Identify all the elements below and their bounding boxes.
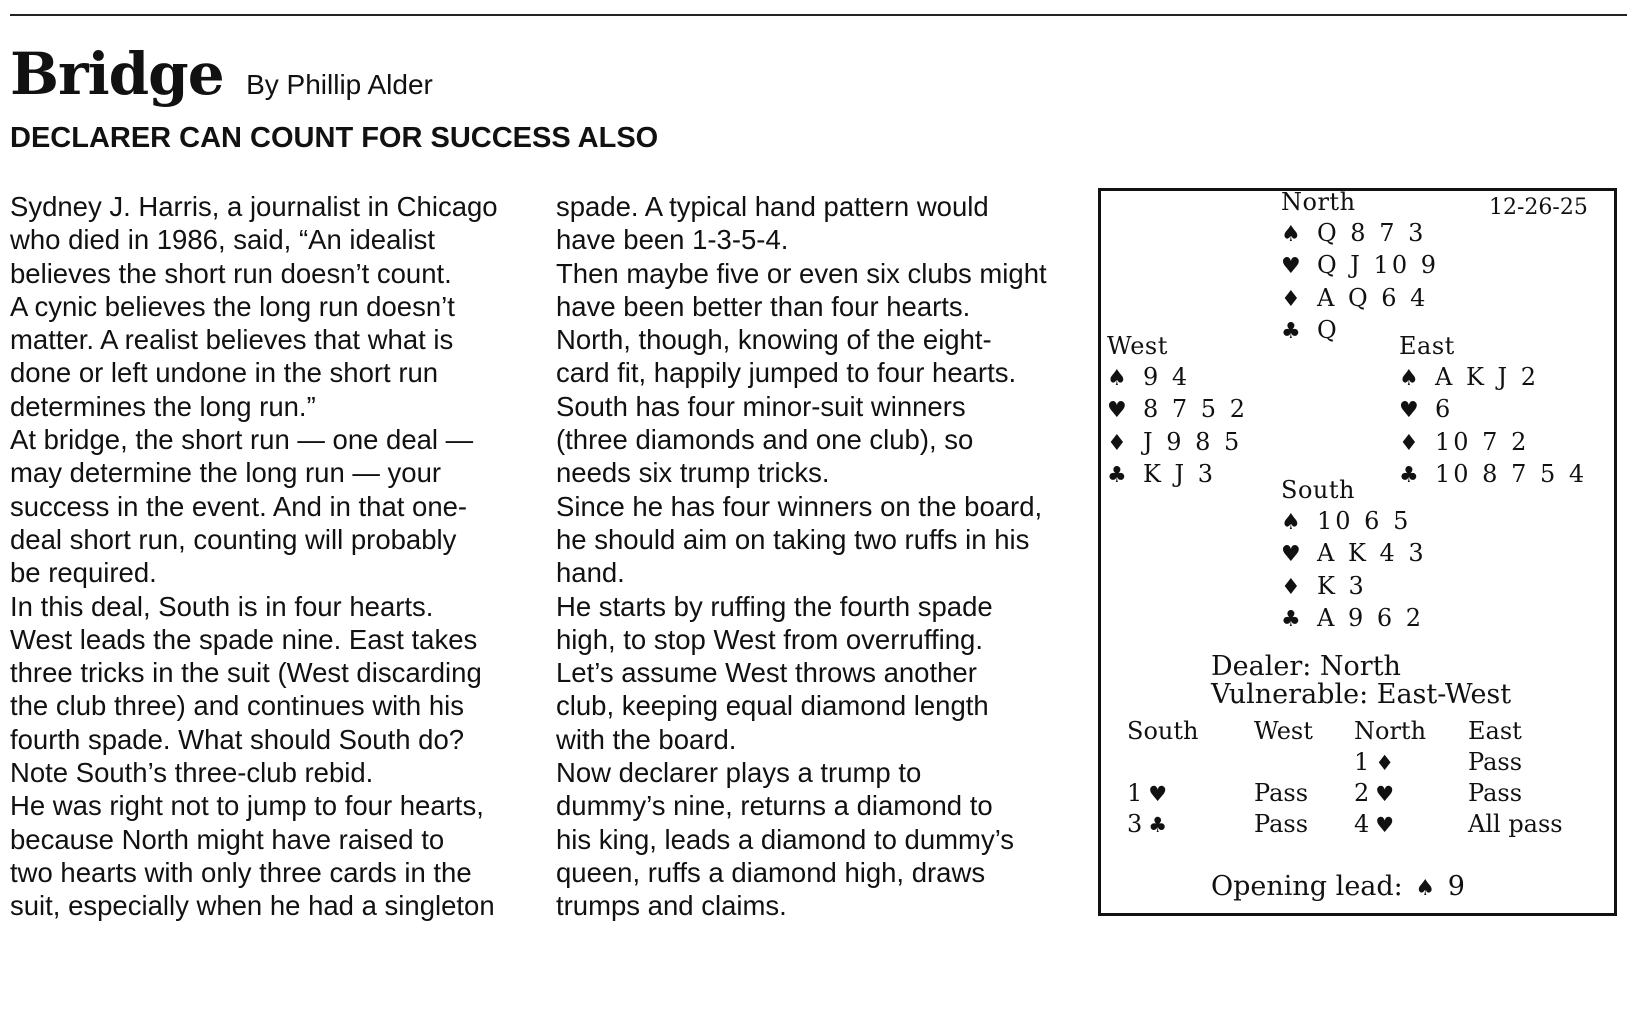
text-line: have been better than four hearts. (556, 290, 971, 322)
text-line: North, though, knowing of the eight- (556, 324, 992, 356)
clubs-row (1399, 459, 1587, 492)
diamond-icon: ♦ (1399, 430, 1419, 456)
hand-label: South (1281, 476, 1355, 504)
text-line: spade. A typical hand pattern would (556, 191, 989, 222)
spades-row (1281, 506, 1427, 539)
text-line: two hearts with only three cards in the (10, 856, 472, 888)
hand-label: West (1107, 332, 1168, 360)
text-line: He starts by ruffing the fourth spade (556, 590, 993, 622)
bid-level: Pass (1254, 779, 1309, 807)
spade-icon: ♠ (1415, 876, 1436, 901)
diamonds-row (1281, 283, 1439, 316)
text-line: Sydney J. Harris, a journalist in Chicago (10, 191, 498, 222)
text-line: trumps and claims. (556, 890, 787, 922)
club-icon: ♣ (1281, 607, 1301, 632)
text-line: three tricks in the suit (West discarding (10, 657, 482, 689)
bid-level: 1 (1127, 779, 1143, 807)
text-line: may determine the long run — your (10, 457, 442, 489)
diamonds-cards: J 9 8 5 (1143, 427, 1243, 456)
text-line: have been 1-3-5-4. (556, 224, 789, 256)
spades-row (1399, 362, 1587, 395)
dealer-info: Dealer: North (1211, 651, 1401, 682)
spades-cards: A K J 2 (1435, 362, 1540, 391)
text-line: deal short run, counting will probably (10, 523, 457, 555)
hearts-row (1281, 250, 1439, 283)
text-line: be required. (10, 557, 157, 589)
clubs-cards: 10 8 7 5 4 (1435, 460, 1588, 488)
heart-icon: ♥ (1399, 398, 1419, 423)
hearts-cards: A K 4 3 (1317, 539, 1427, 567)
text-line: He was right not to jump to four hearts, (10, 790, 484, 822)
club-icon: ♣ (1399, 463, 1419, 488)
clubs-row (1281, 603, 1427, 636)
text-line: success in the event. And in that one- (10, 490, 468, 522)
spades-cards: Q 8 7 3 (1317, 218, 1427, 247)
diamond-icon: ♦ (1107, 430, 1127, 456)
article-column-left (10, 190, 498, 923)
bid-suit-icon: ♦ (1375, 751, 1395, 775)
heart-icon: ♥ (1281, 254, 1301, 279)
hearts-cards: 8 7 5 2 (1143, 395, 1248, 423)
spades-row (1281, 218, 1439, 251)
text-line: because North might have raised to (10, 823, 445, 855)
bid (1354, 810, 1394, 838)
bid-suit-icon: ♣ (1148, 813, 1168, 837)
clubs-cards: Q (1317, 316, 1340, 344)
opening-lead-label: Opening lead: (1211, 871, 1403, 902)
bid-level: All pass (1468, 810, 1563, 838)
club-icon: ♣ (1107, 463, 1127, 488)
heart-icon: ♥ (1281, 542, 1301, 567)
text-line: who died in 1986, said, “An idealist (10, 224, 435, 256)
hand-label: East (1399, 332, 1455, 360)
spade-icon: ♠ (1399, 365, 1419, 391)
masthead (10, 40, 433, 108)
text-line: dummy’s nine, returns a diamond to (556, 790, 993, 822)
bid-level: 1 (1354, 748, 1370, 776)
text-line: suit, especially when he had a singleton (10, 890, 495, 922)
bid-level: Pass (1468, 779, 1523, 807)
bid (1127, 810, 1167, 838)
bid (1354, 779, 1394, 807)
text-line: done or left undone in the short run (10, 357, 439, 389)
diamonds-row (1107, 427, 1248, 460)
text-line: South has four minor-suit winners (556, 390, 966, 422)
article-headline: DECLARER CAN COUNT FOR SUCCESS ALSO (10, 122, 659, 154)
bid (1354, 748, 1394, 776)
vulnerability-info: Vulnerable: East-West (1211, 679, 1512, 710)
hand-west (1107, 331, 1248, 492)
clubs-cards: A 9 6 2 (1317, 604, 1425, 632)
text-line: fourth spade. What should South do? (10, 723, 465, 755)
text-line: Let’s assume West throws another (556, 657, 977, 689)
diagram-date: 12-26-25 (1489, 195, 1588, 220)
opening-lead-card: 9 (1447, 871, 1465, 902)
diamond-icon: ♦ (1281, 286, 1301, 312)
diamonds-row (1281, 571, 1427, 604)
spades-cards: 10 6 5 (1317, 506, 1412, 535)
clubs-row (1107, 459, 1248, 492)
text-line: high, to stop West from overruffing. (556, 623, 983, 655)
diamonds-cards: 10 7 2 (1435, 427, 1530, 456)
clubs-cards: K J 3 (1143, 460, 1217, 488)
hearts-row (1281, 538, 1427, 571)
bidding-header: North (1354, 717, 1427, 745)
text-line: queen, ruffs a diamond high, draws (556, 856, 986, 888)
bidding-header: East (1468, 717, 1522, 745)
hearts-cards: Q J 10 9 (1317, 251, 1439, 279)
text-line: determines the long run.” (10, 390, 316, 422)
diamonds-cards: A Q 6 4 (1317, 283, 1429, 312)
bid (1254, 810, 1308, 838)
text-line: A cynic believes the long run doesn’t (10, 290, 455, 322)
diamond-icon: ♦ (1281, 574, 1301, 600)
text-line: the club three) and continues with his (10, 690, 465, 722)
column-title: Bridge (10, 40, 224, 108)
bid (1468, 779, 1522, 807)
text-line: needs six trump tricks. (556, 457, 830, 489)
text-line: believes the short run doesn’t count. (10, 257, 452, 289)
text-line: Since he has four winners on the board, (556, 490, 1043, 522)
text-line: West leads the spade nine. East takes (10, 623, 478, 655)
text-line: card fit, happily jumped to four hearts. (556, 357, 1017, 389)
bid (1127, 779, 1167, 807)
bid-suit-icon: ♥ (1148, 782, 1168, 806)
bidding-header: South (1127, 717, 1199, 745)
bid-suit-icon: ♥ (1375, 813, 1395, 837)
spade-icon: ♠ (1107, 365, 1127, 391)
hand-east (1399, 331, 1587, 492)
bid (1254, 779, 1308, 807)
hand-south (1281, 475, 1427, 636)
text-line: Now declarer plays a trump to (556, 757, 922, 789)
deal-diagram (1098, 188, 1617, 916)
text-line: Note South’s three-club rebid. (10, 757, 374, 789)
spades-cards: 9 4 (1143, 362, 1191, 391)
spade-icon: ♠ (1281, 221, 1301, 247)
spades-row (1107, 362, 1248, 395)
bid-level: 2 (1354, 779, 1370, 807)
bidding-header: West (1254, 717, 1313, 745)
text-line: hand. (556, 557, 625, 589)
spade-icon: ♠ (1281, 509, 1301, 535)
heart-icon: ♥ (1107, 398, 1127, 423)
hearts-row (1399, 394, 1587, 427)
hearts-row (1107, 394, 1248, 427)
top-rule (10, 14, 1627, 16)
article-column-right (556, 190, 1047, 923)
text-line: he should aim on taking two ruffs in his (556, 523, 1030, 555)
bid-level: 3 (1127, 810, 1143, 838)
text-line: with the board. (556, 723, 737, 755)
hand-north (1281, 187, 1439, 348)
diamonds-cards: K 3 (1317, 571, 1367, 600)
text-line: his king, leads a diamond to dummy’s (556, 823, 1015, 855)
text-line: In this deal, South is in four hearts. (10, 590, 434, 622)
opening-lead (1211, 871, 1465, 902)
bid-suit-icon: ♥ (1375, 782, 1395, 806)
bid-level: 4 (1354, 810, 1370, 838)
bid-level: Pass (1254, 810, 1309, 838)
byline: By Phillip Alder (246, 69, 433, 100)
club-icon: ♣ (1281, 319, 1301, 344)
text-line: Then maybe five or even six clubs might (556, 257, 1047, 289)
text-line: (three diamonds and one club), so (556, 424, 974, 456)
hand-label: North (1281, 188, 1356, 216)
diamonds-row (1399, 427, 1587, 460)
bid (1468, 748, 1522, 776)
text-line: club, keeping equal diamond length (556, 690, 989, 722)
bid (1468, 810, 1563, 838)
text-line: matter. A realist believes that what is (10, 324, 454, 356)
bid-level: Pass (1468, 748, 1523, 776)
text-line: At bridge, the short run — one deal — (10, 424, 474, 456)
hearts-cards: 6 (1435, 395, 1454, 423)
